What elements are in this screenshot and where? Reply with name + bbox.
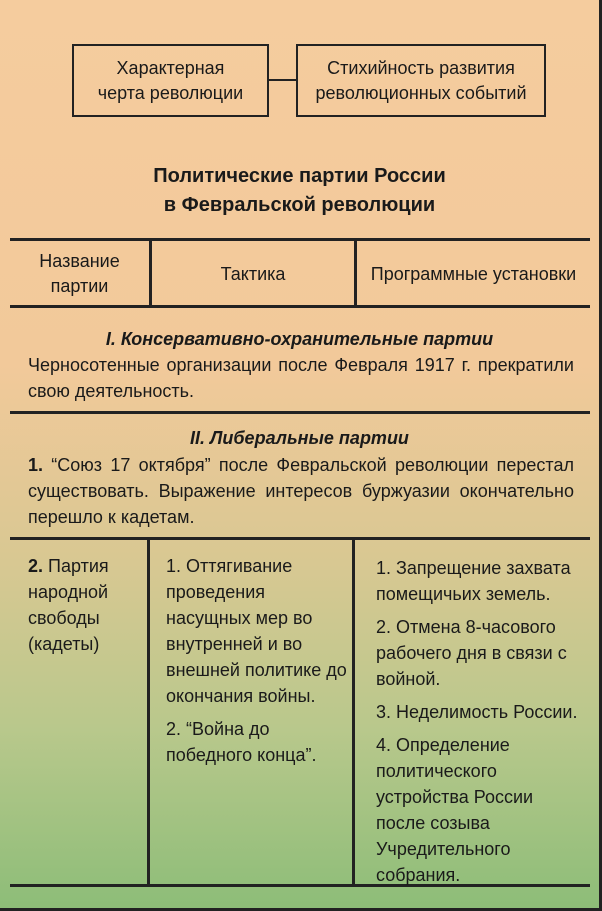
section1-title: I. Консервативно-охранительные партии	[105, 329, 494, 349]
party-number: 2.	[28, 556, 44, 576]
header-bottom-border	[10, 305, 590, 308]
section2-item	[28, 452, 574, 530]
section2-item-text: “Союз 17 октября” после Февральской революции перестал существовать. Выражение интересов буржуазии окончательно перешло к кадетам.	[28, 455, 574, 527]
tactic-item-2: 2. “Война до победного конца”.	[166, 719, 317, 765]
characteristic-box	[72, 44, 269, 117]
title-line-2: в Февральской революции	[163, 194, 436, 216]
section2-item-number: 1.	[28, 455, 44, 475]
col-header-name: Название партии	[39, 251, 120, 296]
tactics-cell	[166, 553, 348, 775]
program-item-1: 1. Запрещение захвата помещичьих земель.	[376, 558, 571, 604]
characteristic-label: Характерная черта революции	[97, 57, 244, 103]
section1-bottom-border	[10, 411, 590, 414]
row-divider-1	[147, 537, 150, 886]
spontaneity-label: Стихийность развития революционных событий	[315, 57, 527, 103]
tactic-item-1: 1. Оттягивание проведения насущных мер во внутренней и во внешней политике до окончания войны.	[166, 556, 347, 706]
spontaneity-box	[296, 44, 546, 117]
section2-bottom-border	[10, 537, 590, 540]
program-cell	[376, 555, 582, 895]
program-item-2: 2. Отмена 8-часового рабочего дня в связи с войной.	[376, 617, 567, 689]
col-header-program: Программные установки	[370, 263, 577, 284]
title-line-1: Политические партии России	[153, 165, 446, 187]
section1-text: Черносотенные организации после Февраля 1917 г. прекратили свою деятельность.	[28, 355, 574, 401]
table-top-border	[10, 238, 590, 241]
program-item-4: 4. Определение политического устройства России после созыва Учредительного собрания.	[376, 735, 534, 885]
connector-line	[269, 79, 296, 81]
program-item-3: 3. Неделимость России.	[376, 702, 578, 722]
section2-title: II. Либеральные партии	[190, 428, 409, 448]
party-name: Партия народной свободы (кадеты)	[28, 556, 109, 654]
page-title	[0, 162, 599, 220]
row-divider-2	[352, 537, 355, 886]
party-name-cell	[28, 553, 143, 657]
col-header-tactics: Тактика	[220, 263, 286, 284]
